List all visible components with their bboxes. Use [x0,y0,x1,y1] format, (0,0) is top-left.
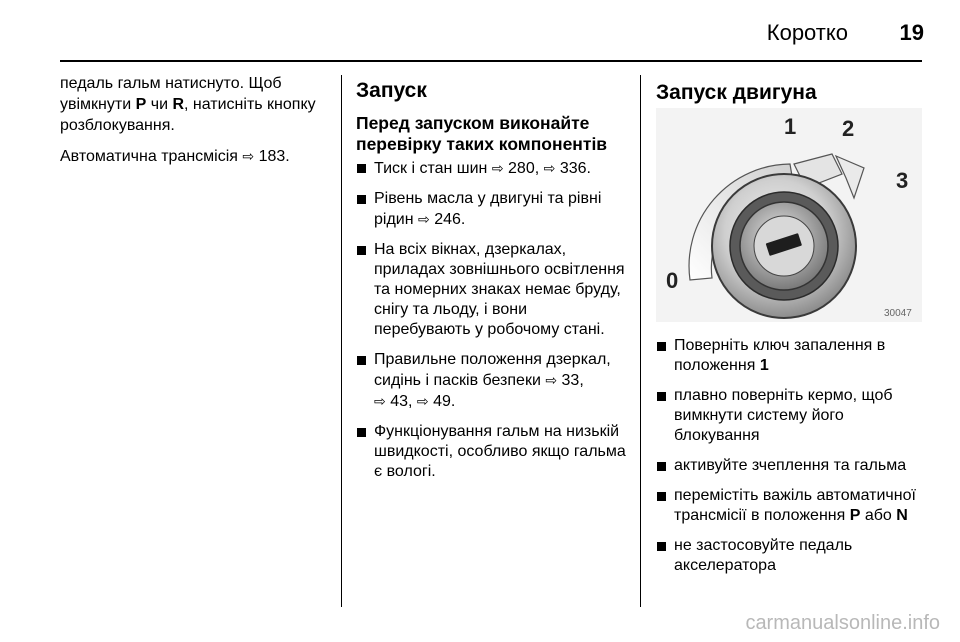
page-number: 19 [899,20,924,45]
figure-code: 30047 [884,308,912,319]
list-item: На всіх вікнах, дзеркалах, приладах зовнішнього освітлення та номерних знаках немає бруду, снігу та льоду, і вони перебувають у робочому стані. [356,240,626,340]
list-item: перемістіть важіль автоматичної трансмісії в положення P або N [656,486,926,526]
page-ref-arrow-icon: ⇨ [543,160,556,176]
position-label-3: 3 [896,168,909,193]
section-heading-start: Запуск [356,79,427,102]
page-ref-arrow-icon: ⇨ [545,372,558,388]
position-label-2: 2 [842,116,855,141]
page-ref-arrow-icon: ⇨ [491,160,504,176]
page-ref-arrow-icon: ⇨ [374,393,386,409]
list-item: Поверніть ключ запалення в положення 1 [656,336,926,376]
column-divider-2 [640,75,641,607]
paragraph-automatic-transmission: Автоматична трансмісія ⇨ 183. [60,148,290,165]
paragraph-unlock: педаль гальм натиснуто. Щоб увімкнути P чи R, натисніть кнопку розблокування. [60,75,316,134]
list-item: не застосовуйте педаль акселератора [656,536,926,576]
list-item: плавно поверніть кермо, щоб вимкнути систему його блокування [656,386,926,446]
ignition-switch-figure [656,108,922,322]
page-ref-arrow-icon: ⇨ [418,211,430,227]
list-item: Правильне положення дзеркал, сидінь і пасків безпеки ⇨ 33, ⇨ 43, ⇨ 49. [356,350,626,412]
page-header-title: Коротко [766,20,848,45]
position-label-0: 0 [666,268,679,293]
position-label-1: 1 [784,114,797,139]
column-1 [60,73,330,177]
steps-list [656,336,926,576]
ignition-diagram [656,108,922,322]
list-item: активуйте зчеплення та гальма [656,456,926,476]
page-ref-link[interactable]: 49. [433,393,456,410]
column-divider-1 [341,75,342,607]
watermark: carmanualsonline.info [745,612,940,634]
engine-start-steps [656,336,926,586]
list-item: Функціонування гальм на низькій швидкості, особливо якщо гальма є вологі. [356,422,626,482]
list-item: Тиск і стан шин ⇨ 280, ⇨ 336. [356,158,626,179]
column-2 [356,78,626,492]
page-ref-link[interactable]: 33, [561,372,584,389]
page-ref-arrow-icon: ⇨ [242,148,255,164]
page-ref-link[interactable]: 336. [559,160,591,177]
page-ref-link[interactable]: 183. [258,148,290,165]
page-ref-arrow-icon: ⇨ [416,393,429,409]
page-ref-link[interactable]: 280, [508,160,544,177]
subheading-pre-start-check: Перед запуском виконайте перевірку таких компонентів [356,113,608,154]
list-item: Рівень масла у двигуні та рівні рідин ⇨ 246. [356,189,626,230]
section-heading-engine-start: Запуск двигуна [656,81,817,104]
header-rule [60,60,922,62]
page-ref-link[interactable]: 246. [434,211,466,228]
check-list [356,158,626,482]
page-ref-link[interactable]: 43, [390,393,417,410]
